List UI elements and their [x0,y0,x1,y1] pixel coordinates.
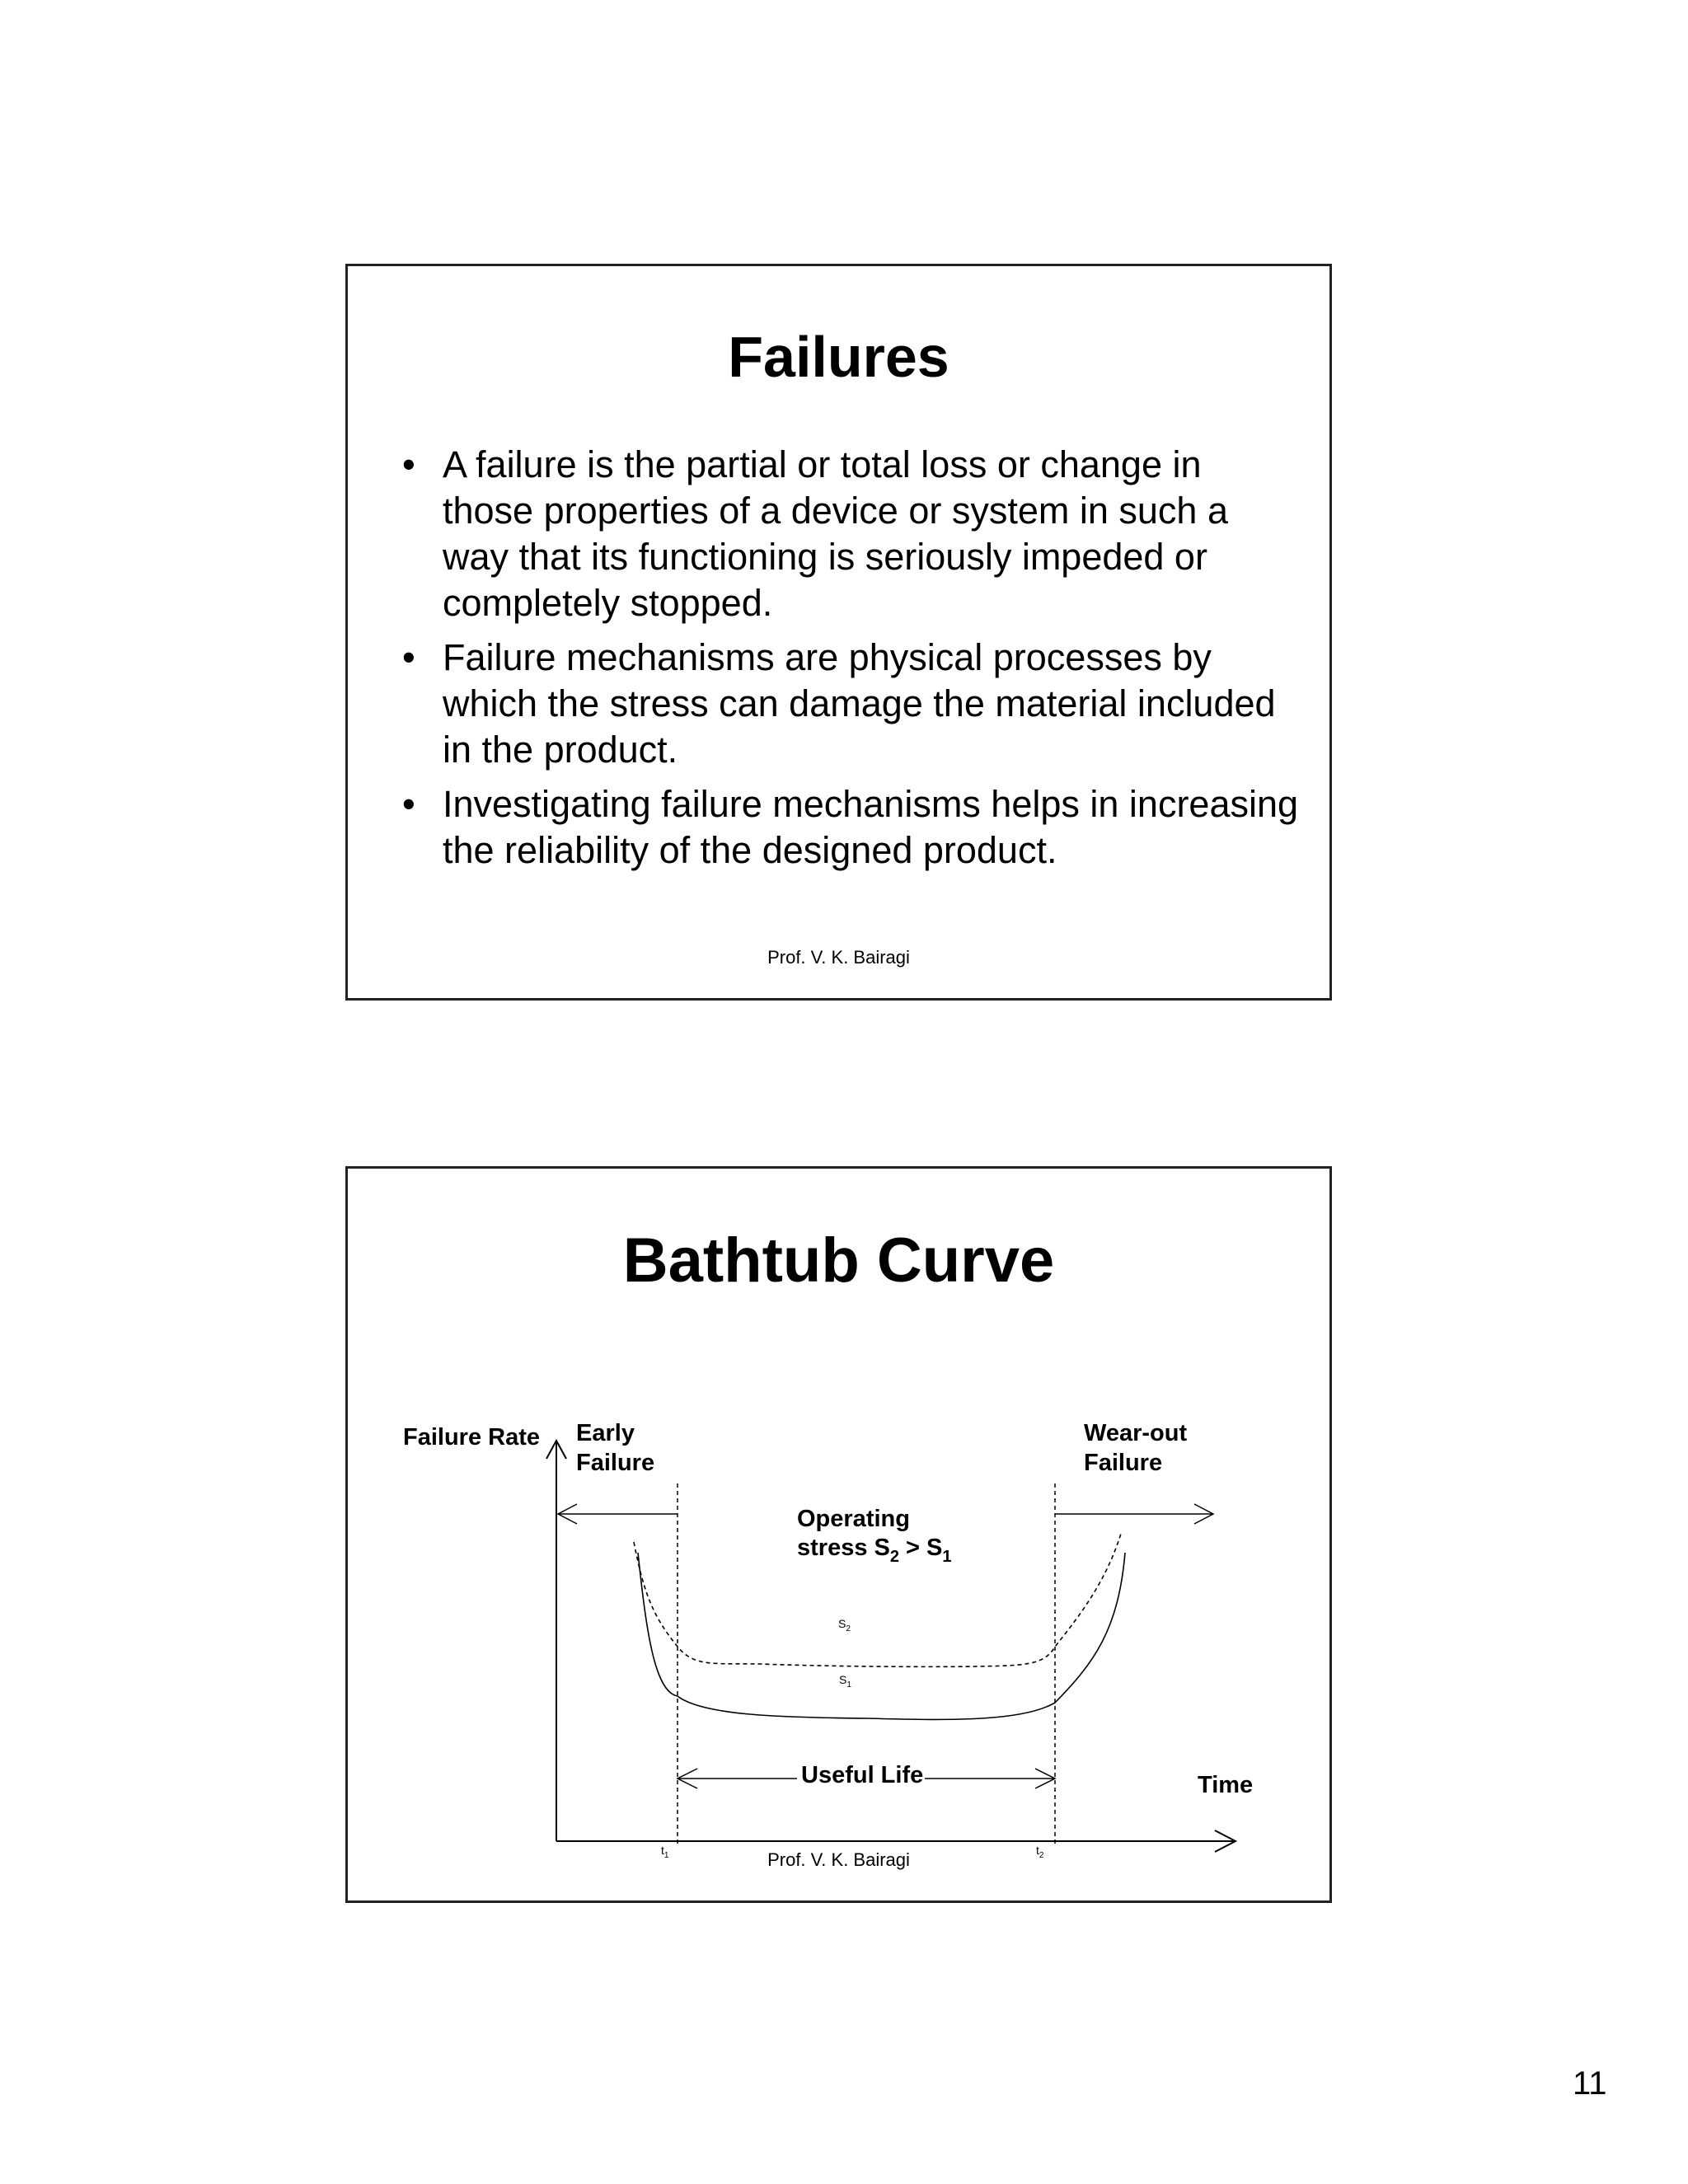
slide-title: Bathtub Curve [622,1226,1055,1296]
slide-title: Failures [728,325,950,389]
operating-stress-label-line1: Operating [797,1506,910,1532]
slide-failures [345,264,1332,1001]
t1-name: t [661,1844,664,1857]
bullet-dot-icon: • [402,443,415,485]
curve-s2-name: S [838,1617,846,1630]
bullet-item [402,781,1301,874]
operating-stress-sub2: 1 [942,1548,952,1566]
t1-sub: 1 [663,1851,669,1860]
bullet-item [402,635,1301,773]
slide-footer: Prof. V. K. Bairagi [767,947,910,968]
bathtub-diagram [348,1169,1329,1900]
curve-s1 [638,1553,1125,1719]
curve-s1-label [839,1673,851,1690]
curve-s1-name: S [839,1673,847,1686]
bullet-item [402,442,1301,626]
bullet-text: A failure is the partial or total loss or change in those properties of a device or system in such a way that its functioning is seriously impeded or completely stopped. [443,443,1228,624]
bullet-dot-icon: • [402,636,415,678]
x-axis-label: Time [1198,1772,1254,1798]
curve-s1-sub: 1 [846,1680,851,1690]
early-failure-label-line1: Early [576,1420,635,1446]
y-axis-label: Failure Rate [403,1424,540,1451]
t2-name: t [1036,1844,1039,1857]
useful-life-label: Useful Life [801,1762,924,1788]
bullet-text: Failure mechanisms are physical processes by which the stress can damage the material included in the product. [443,636,1276,771]
wearout-failure-label-line2: Failure [1084,1450,1163,1476]
curve-s2-sub: 2 [846,1624,851,1633]
slide-footer: Prof. V. K. Bairagi [767,1849,910,1870]
bullet-text: Investigating failure mechanisms helps in increasing the reliability of the designed product. [443,783,1299,871]
t2-sub: 2 [1039,1851,1044,1860]
operating-stress-mid: > S [898,1535,943,1561]
operating-stress-prefix: stress S [797,1535,890,1561]
curve-s2-label [838,1617,851,1633]
slide-bathtub-curve [345,1166,1332,1903]
page-number: 11 [1573,2065,1607,2102]
wearout-failure-label-line1: Wear-out [1084,1420,1188,1446]
operating-stress-sub1: 2 [889,1548,899,1566]
early-failure-label-line2: Failure [576,1450,655,1476]
operating-stress-label-line2 [797,1535,952,1566]
bullet-dot-icon: • [402,783,415,825]
bullet-list [402,442,1301,882]
